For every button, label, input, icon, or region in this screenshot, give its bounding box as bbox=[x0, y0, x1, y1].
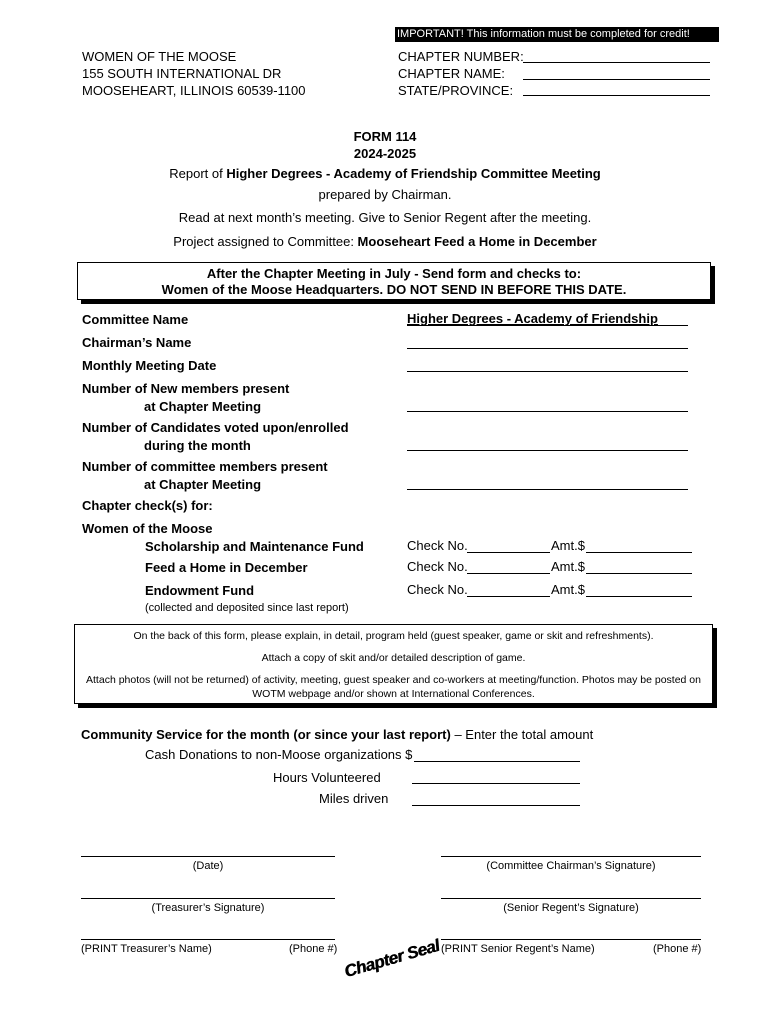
address-line-1: 155 SOUTH INTERNATIONAL DR bbox=[82, 66, 282, 81]
senior-regent-signature-caption: (Senior Regent’s Signature) bbox=[503, 902, 639, 914]
amount-field[interactable] bbox=[586, 552, 692, 553]
chairman-name-field[interactable] bbox=[407, 348, 688, 349]
print-senior-regent-caption: (PRINT Senior Regent’s Name) bbox=[441, 943, 595, 955]
candidates-field[interactable] bbox=[407, 450, 688, 451]
print-treasurer-caption: (PRINT Treasurer’s Name) bbox=[81, 943, 212, 955]
candidates-line-2: during the month bbox=[144, 438, 251, 453]
committee-name-underline bbox=[407, 325, 688, 326]
wotm-label: Women of the Moose bbox=[82, 521, 213, 536]
senior-regent-signature-field[interactable] bbox=[441, 898, 701, 899]
state-province-field[interactable] bbox=[523, 95, 710, 96]
committee-members-line-1: Number of committee members present bbox=[82, 459, 328, 474]
check-no-field[interactable] bbox=[467, 552, 550, 553]
chapter-name-field[interactable] bbox=[523, 79, 710, 80]
fund-name: Feed a Home in December bbox=[145, 560, 308, 575]
miles-driven-label: Miles driven bbox=[319, 791, 389, 806]
org-address-block bbox=[82, 48, 306, 99]
new-members-line-1: Number of New members present bbox=[82, 381, 290, 396]
send-line-2: Women of the Moose Headquarters. DO NOT SEND IN BEFORE THIS DATE. bbox=[161, 282, 627, 297]
amount-field[interactable] bbox=[586, 596, 692, 597]
print-treasurer-field[interactable] bbox=[81, 939, 335, 940]
chapter-number-label: CHAPTER NUMBER: bbox=[398, 49, 524, 64]
program-info-box bbox=[74, 624, 713, 704]
print-senior-regent-field[interactable] bbox=[441, 939, 701, 940]
miles-driven-field[interactable] bbox=[412, 805, 580, 806]
amount-label: Amt.$ bbox=[551, 559, 585, 574]
cash-donations-label: Cash Donations to non-Moose organizations $ bbox=[145, 747, 413, 762]
date-caption: (Date) bbox=[192, 860, 224, 872]
chapter-number-field[interactable] bbox=[523, 62, 710, 63]
chapter-info-labels bbox=[398, 48, 524, 99]
check-no-label: Check No. bbox=[407, 538, 468, 553]
chapter-name-label: CHAPTER NAME: bbox=[398, 66, 505, 81]
project-assigned: Project assigned to Committee: Mooseheart Feed a Home in December bbox=[173, 234, 597, 249]
committee-name-label: Committee Name bbox=[82, 312, 189, 327]
collected-note: (collected and deposited since last report) bbox=[145, 602, 349, 614]
info-paragraph-3: Attach photos (will not be returned) of activity, meeting, guest speaker and co-workers at meeting/function. Photos may be posted on WOTM webpage and/or shown at International Conferences. bbox=[86, 674, 701, 700]
meeting-date-label: Monthly Meeting Date bbox=[82, 358, 217, 373]
chairman-name-label: Chairman’s Name bbox=[82, 335, 192, 350]
treasurer-signature-field[interactable] bbox=[81, 898, 335, 899]
amount-field[interactable] bbox=[586, 573, 692, 574]
checks-for-label: Chapter check(s) for: bbox=[82, 498, 213, 513]
report-title: Report of Higher Degrees - Academy of Friendship Committee Meeting bbox=[169, 166, 601, 181]
check-no-label: Check No. bbox=[407, 559, 468, 574]
hours-volunteered-field[interactable] bbox=[412, 783, 580, 784]
address-line-2: MOOSEHEART, ILLINOIS 60539-1100 bbox=[82, 83, 306, 98]
send-instructions-box bbox=[77, 262, 711, 300]
new-members-field[interactable] bbox=[407, 411, 688, 412]
cash-donations-field[interactable] bbox=[414, 761, 580, 762]
chapter-seal-label: Chapter Seal bbox=[342, 936, 442, 982]
important-banner: IMPORTANT! This information must be completed for credit! bbox=[395, 27, 719, 42]
date-field[interactable] bbox=[81, 856, 335, 857]
committee-members-label bbox=[82, 458, 328, 494]
fund-name: Endowment Fund bbox=[145, 583, 255, 598]
chairman-signature-caption: (Committee Chairman’s Signature) bbox=[486, 860, 656, 872]
fund-name: Scholarship and Maintenance Fund bbox=[145, 539, 364, 554]
check-no-field[interactable] bbox=[467, 573, 550, 574]
prepared-by: prepared by Chairman. bbox=[318, 187, 452, 202]
chairman-signature-field[interactable] bbox=[441, 856, 701, 857]
org-name: WOMEN OF THE MOOSE bbox=[82, 49, 237, 64]
check-no-label: Check No. bbox=[407, 582, 468, 597]
new-members-label bbox=[82, 380, 289, 416]
info-paragraph-2: Attach a copy of skit and/or detailed description of game. bbox=[261, 652, 526, 664]
committee-members-field[interactable] bbox=[407, 489, 688, 490]
committee-name-value: Higher Degrees - Academy of Friendship bbox=[407, 311, 658, 326]
amount-label: Amt.$ bbox=[551, 538, 585, 553]
new-members-line-2: at Chapter Meeting bbox=[144, 399, 262, 414]
form-year: 2024-2025 bbox=[353, 146, 417, 161]
send-line-1: After the Chapter Meeting in July - Send form and checks to: bbox=[206, 266, 582, 281]
info-paragraph-1: On the back of this form, please explain, in detail, program held (guest speaker, game or skit and refreshments). bbox=[133, 630, 654, 642]
committee-members-line-2: at Chapter Meeting bbox=[144, 477, 262, 492]
form-number: FORM 114 bbox=[353, 129, 417, 144]
treasurer-signature-caption: (Treasurer’s Signature) bbox=[151, 902, 265, 914]
hours-volunteered-label: Hours Volunteered bbox=[273, 770, 381, 785]
phone-caption-2: (Phone #) bbox=[653, 943, 702, 955]
instruction-text: Read at next month’s meeting. Give to Senior Regent after the meeting. bbox=[178, 210, 592, 225]
state-province-label: STATE/PROVINCE: bbox=[398, 83, 514, 98]
amount-label: Amt.$ bbox=[551, 582, 585, 597]
candidates-label bbox=[82, 419, 349, 455]
candidates-line-1: Number of Candidates voted upon/enrolled bbox=[82, 420, 349, 435]
phone-caption-1: (Phone #) bbox=[289, 943, 338, 955]
community-service-heading: Community Service for the month (or since your last report) – Enter the total amount bbox=[81, 727, 594, 742]
check-no-field[interactable] bbox=[467, 596, 550, 597]
meeting-date-field[interactable] bbox=[407, 371, 688, 372]
